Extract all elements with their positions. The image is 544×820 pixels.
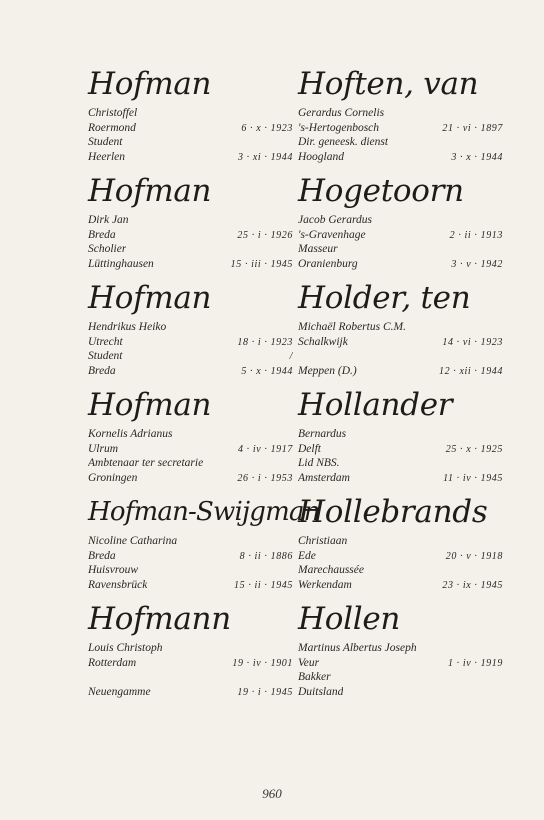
entry-line <box>88 349 293 364</box>
name-entry <box>88 64 293 171</box>
entry-line <box>298 150 503 165</box>
entry-line <box>298 563 503 578</box>
entry-line <box>88 150 293 165</box>
entry-line <box>298 534 503 549</box>
entry-text: Martinus Albertus Joseph <box>298 642 417 654</box>
entry-text: Breda <box>88 549 116 562</box>
entry-surname: Hofman <box>88 173 212 209</box>
entry-text: Ede <box>298 549 316 562</box>
entry-surname: Hogetoorn <box>298 173 464 209</box>
entry-text: 's-Hertogenbosch <box>298 121 380 134</box>
entry-text: Masseur <box>298 243 338 255</box>
name-entry <box>88 171 293 278</box>
name-entry <box>298 171 503 278</box>
entry-line <box>298 228 503 243</box>
entry-date: 25 · x · 1925 <box>445 443 503 455</box>
entry-text: Rotterdam <box>88 656 137 669</box>
entry-surname: Hollander <box>298 387 453 423</box>
entry-line <box>88 456 293 471</box>
entry-line <box>298 641 503 656</box>
entry-date: 15 · ii · 1945 <box>234 579 293 591</box>
entry-line <box>298 578 503 593</box>
entry-surname: Hofmann <box>88 601 231 637</box>
entry-text: Amsterdam <box>298 471 350 484</box>
entry-text: Christiaan <box>298 535 348 547</box>
name-entry <box>298 599 503 706</box>
entry-line <box>298 456 503 471</box>
entry-text: Nicoline Catharina <box>88 535 178 547</box>
entry-surname: Hoften, van <box>298 66 479 102</box>
entry-date: 8 · ii · 1886 <box>239 550 293 562</box>
entry-text: Breda <box>88 228 116 241</box>
entry-text: Duitsland <box>298 685 344 698</box>
name-entry <box>298 385 503 492</box>
entry-surname: Hofman <box>88 66 212 102</box>
page-number: 960 <box>262 786 282 801</box>
entry-text: Kornelis Adrianus <box>88 428 173 440</box>
right-column <box>298 64 503 706</box>
entry-line <box>88 685 293 700</box>
entry-line <box>88 228 293 243</box>
entry-line <box>88 549 293 564</box>
entry-line <box>88 106 293 121</box>
entry-date: 19 · iv · 1901 <box>232 657 293 669</box>
entry-surname: Hofman <box>88 280 212 316</box>
entry-line <box>298 349 503 364</box>
entry-text: Bakker <box>298 671 331 683</box>
entry-text: Ambtenaar ter secretarie <box>88 457 204 469</box>
entry-line <box>88 335 293 350</box>
name-entry <box>88 278 293 385</box>
entry-line <box>298 242 503 257</box>
entry-line <box>298 335 503 350</box>
entry-surname: Hollebrands <box>298 494 488 530</box>
name-entry <box>298 278 503 385</box>
entry-text: Student <box>88 136 123 148</box>
name-entry <box>88 385 293 492</box>
entry-line <box>88 242 293 257</box>
entry-line <box>298 135 503 150</box>
entry-text: Oranienburg <box>298 257 358 270</box>
entry-line <box>88 670 293 685</box>
entry-line <box>88 213 293 228</box>
entry-date: 4 · iv · 1917 <box>237 443 293 455</box>
entry-date: 12 · xii · 1944 <box>439 365 503 377</box>
entry-text: Jacob Gerardus <box>298 214 372 226</box>
entry-text: Marechaussée <box>298 564 364 576</box>
entry-surname: Holder, ten <box>298 280 471 316</box>
entry-text: Werkendam <box>298 578 352 591</box>
entry-line <box>298 121 503 136</box>
name-entry <box>298 64 503 171</box>
name-entry <box>298 492 503 599</box>
entry-date: 2 · ii · 1913 <box>449 229 503 241</box>
entry-text: Lid NBS. <box>298 457 340 469</box>
entry-text: Dirk Jan <box>88 214 129 226</box>
entry-surname: Hofman <box>88 387 212 423</box>
entry-text: Delft <box>298 442 321 455</box>
entry-text: Louis Christoph <box>88 642 163 654</box>
entry-line <box>88 563 293 578</box>
entry-text: Student <box>88 350 123 362</box>
entry-date: 1 · iv · 1919 <box>447 657 503 669</box>
entry-date: 3 · xi · 1944 <box>237 151 293 163</box>
entry-text: Ulrum <box>88 442 119 455</box>
entry-text: Breda <box>88 364 116 377</box>
entry-line <box>88 641 293 656</box>
entry-date: 15 · iii · 1945 <box>230 258 293 270</box>
entry-surname: Hofman-Swijgman <box>88 497 320 527</box>
entry-text: Utrecht <box>88 335 123 348</box>
entry-line <box>298 257 503 272</box>
entry-line <box>298 670 503 685</box>
entry-date: 26 · i · 1953 <box>237 472 293 484</box>
entry-line <box>88 534 293 549</box>
entry-line <box>298 320 503 335</box>
entry-line <box>88 427 293 442</box>
entry-line <box>88 471 293 486</box>
entry-text: 's-Gravenhage <box>298 228 366 241</box>
name-entry <box>88 599 293 706</box>
entry-date: 3 · v · 1942 <box>451 258 503 270</box>
entry-line <box>298 364 503 379</box>
entry-line <box>88 135 293 150</box>
entry-line <box>298 427 503 442</box>
entry-text: Hendrikus Heiko <box>88 321 167 333</box>
entry-line <box>88 364 293 379</box>
entry-text: Scholier <box>88 243 127 255</box>
entry-text: Roermond <box>88 121 136 134</box>
entry-line <box>88 257 293 272</box>
entry-date: 11 · iv · 1945 <box>443 472 503 484</box>
entry-line <box>88 578 293 593</box>
entry-line <box>88 320 293 335</box>
entry-line <box>298 471 503 486</box>
entry-text: Neuengamme <box>88 685 151 698</box>
entry-date: 19 · i · 1945 <box>237 686 293 698</box>
entry-line <box>298 549 503 564</box>
entry-line <box>88 121 293 136</box>
entry-date: 23 · ix · 1945 <box>442 579 503 591</box>
entry-text: Heerlen <box>88 150 126 163</box>
entry-line <box>298 656 503 671</box>
entry-line <box>298 685 503 700</box>
entry-text: Veur <box>298 656 320 669</box>
entry-line <box>298 213 503 228</box>
entry-date: / <box>289 351 293 362</box>
entry-line <box>298 442 503 457</box>
entry-line <box>88 656 293 671</box>
entry-text: Dir. geneesk. dienst <box>298 136 389 148</box>
entry-text: Meppen (D.) <box>298 364 357 377</box>
entry-line <box>298 106 503 121</box>
entry-date: 14 · vi · 1923 <box>442 336 503 348</box>
entry-text: Gerardus Cornelis <box>298 107 385 119</box>
entry-text: Hoogland <box>298 150 344 163</box>
entry-text: Lüttinghausen <box>88 257 154 270</box>
entry-text: Christoffel <box>88 107 138 119</box>
entry-text: Schalkwijk <box>298 335 348 348</box>
entry-text: Huisvrouw <box>88 564 139 576</box>
entry-date: 6 · x · 1923 <box>241 122 293 134</box>
entry-text: Bernardus <box>298 428 347 440</box>
entry-line <box>88 442 293 457</box>
entry-surname: Hollen <box>298 601 401 637</box>
entry-date: 5 · x · 1944 <box>241 365 293 377</box>
entry-text: Groningen <box>88 471 138 484</box>
entry-date: 18 · i · 1923 <box>237 336 293 348</box>
entry-date: 20 · v · 1918 <box>445 550 503 562</box>
entry-text: Michaël Robertus C.M. <box>298 321 406 333</box>
entry-date: 25 · i · 1926 <box>237 229 293 241</box>
entry-text: Ravensbrück <box>88 578 148 591</box>
entry-date: 3 · x · 1944 <box>451 151 503 163</box>
entry-date: 21 · vi · 1897 <box>442 122 503 134</box>
